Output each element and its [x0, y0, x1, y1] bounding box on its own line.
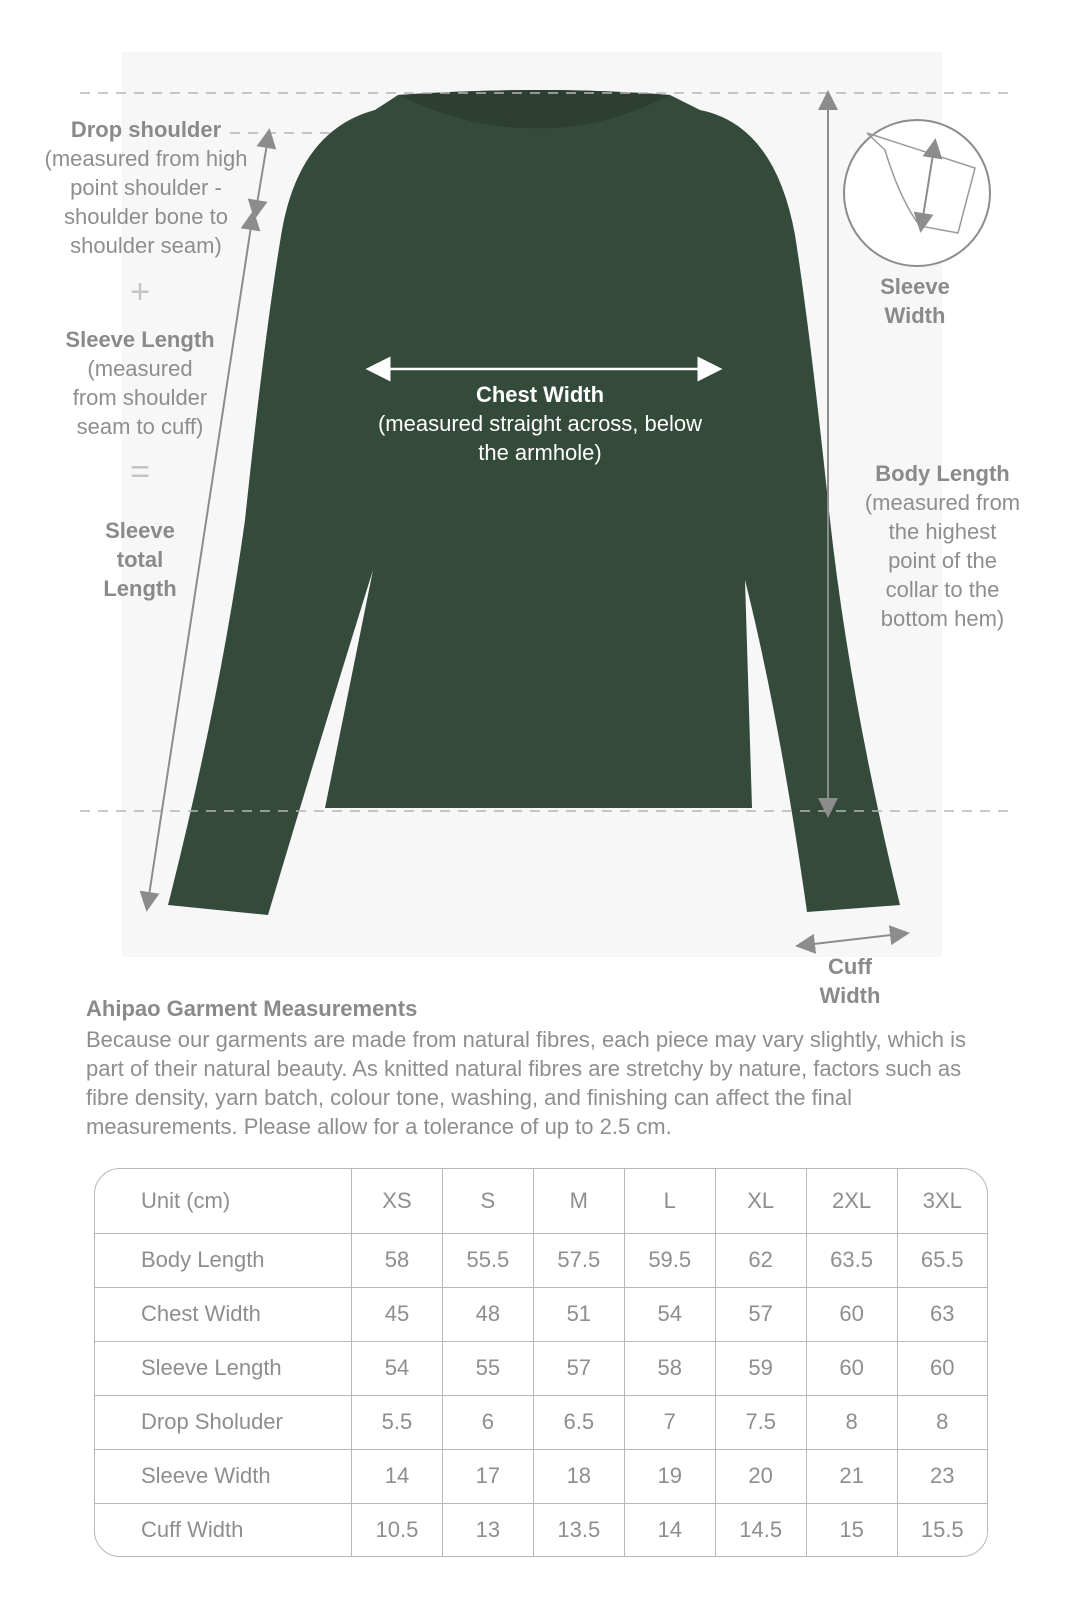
- table-cell: 10.5: [352, 1503, 443, 1556]
- table-cell: 8: [806, 1395, 897, 1449]
- table-cell: 45: [352, 1287, 443, 1341]
- table-cell: 60: [806, 1287, 897, 1341]
- table-header: XL: [715, 1169, 806, 1233]
- sleeve-length-label: Sleeve Length (measured from shoulder seam to cuff): [65, 327, 215, 439]
- table-cell: 55: [442, 1341, 533, 1395]
- table-cell: 6.5: [533, 1395, 624, 1449]
- table-cell: 54: [624, 1287, 715, 1341]
- chest-width-label: Chest Width (measured straight across, below the armhole): [377, 382, 703, 465]
- table-row: [95, 1395, 987, 1449]
- table-cell: 20: [715, 1449, 806, 1503]
- table-header: Unit (cm): [95, 1169, 352, 1233]
- plus-sign: +: [130, 273, 150, 311]
- table-cell: 54: [352, 1341, 443, 1395]
- table-cell: 14: [624, 1503, 715, 1556]
- body-length-label: Body Length (measured from the highest point of the collar to the bottom hem): [864, 461, 1021, 631]
- table-cell: 57: [533, 1341, 624, 1395]
- sleeve-total-length-label: Sleeve total Length: [103, 518, 177, 601]
- info-text: Because our garments are made from natural fibres, each piece may vary slightly, which is part of their natural beauty. As knitted natural fibres are stretchy by nature, factors such as fibre density, yarn batch, colour tone, washing, and finishing can affect the final measurements. Please allow for a tolerance of up to 2.5 cm.: [86, 1027, 966, 1139]
- table-cell: 55.5: [442, 1233, 533, 1287]
- row-label: Cuff Width: [95, 1503, 352, 1556]
- table-cell: 65.5: [897, 1233, 987, 1287]
- table-row: [95, 1287, 987, 1341]
- size-chart-table: [94, 1168, 988, 1557]
- equals-sign: =: [130, 453, 150, 491]
- row-label: Drop Sholuder: [95, 1395, 352, 1449]
- table-cell: 7: [624, 1395, 715, 1449]
- measurements-info: [86, 995, 1006, 1141]
- table-cell: 57: [715, 1287, 806, 1341]
- table-cell: 59: [715, 1341, 806, 1395]
- table-cell: 23: [897, 1449, 987, 1503]
- table-cell: 15: [806, 1503, 897, 1556]
- table-cell: 58: [624, 1341, 715, 1395]
- table-cell: 59.5: [624, 1233, 715, 1287]
- table-cell: 19: [624, 1449, 715, 1503]
- cuff-width-label: Cuff Width: [819, 954, 881, 1008]
- table-header-row: [95, 1169, 987, 1233]
- table-row: [95, 1233, 987, 1287]
- table-cell: 14: [352, 1449, 443, 1503]
- table-cell: 7.5: [715, 1395, 806, 1449]
- row-label: Chest Width: [95, 1287, 352, 1341]
- table-header: 2XL: [806, 1169, 897, 1233]
- table-row: [95, 1503, 987, 1556]
- table-row: [95, 1341, 987, 1395]
- info-title: Ahipao Garment Measurements: [86, 996, 418, 1021]
- table-cell: 51: [533, 1287, 624, 1341]
- table-cell: 58: [352, 1233, 443, 1287]
- row-label: Sleeve Width: [95, 1449, 352, 1503]
- table-cell: 21: [806, 1449, 897, 1503]
- table-cell: 6: [442, 1395, 533, 1449]
- table-cell: 63: [897, 1287, 987, 1341]
- table-header: L: [624, 1169, 715, 1233]
- row-label: Body Length: [95, 1233, 352, 1287]
- row-label: Sleeve Length: [95, 1341, 352, 1395]
- table-header: XS: [352, 1169, 443, 1233]
- table-cell: 13.5: [533, 1503, 624, 1556]
- table-cell: 63.5: [806, 1233, 897, 1287]
- table-cell: 60: [897, 1341, 987, 1395]
- table-cell: 17: [442, 1449, 533, 1503]
- table-row: [95, 1449, 987, 1503]
- table-cell: 5.5: [352, 1395, 443, 1449]
- table-cell: 62: [715, 1233, 806, 1287]
- table-cell: 15.5: [897, 1503, 987, 1556]
- table-cell: 57.5: [533, 1233, 624, 1287]
- table-cell: 14.5: [715, 1503, 806, 1556]
- table-cell: 60: [806, 1341, 897, 1395]
- table-cell: 8: [897, 1395, 987, 1449]
- table-cell: 13: [442, 1503, 533, 1556]
- table-header: 3XL: [897, 1169, 987, 1233]
- table-header: S: [442, 1169, 533, 1233]
- drop-shoulder-label: Drop shoulder (measured from high point shoulder - shoulder bone to shoulder seam): [44, 117, 248, 258]
- table-cell: 48: [442, 1287, 533, 1341]
- sleeve-width-label: Sleeve Width: [880, 274, 950, 328]
- table-cell: 18: [533, 1449, 624, 1503]
- table-header: M: [533, 1169, 624, 1233]
